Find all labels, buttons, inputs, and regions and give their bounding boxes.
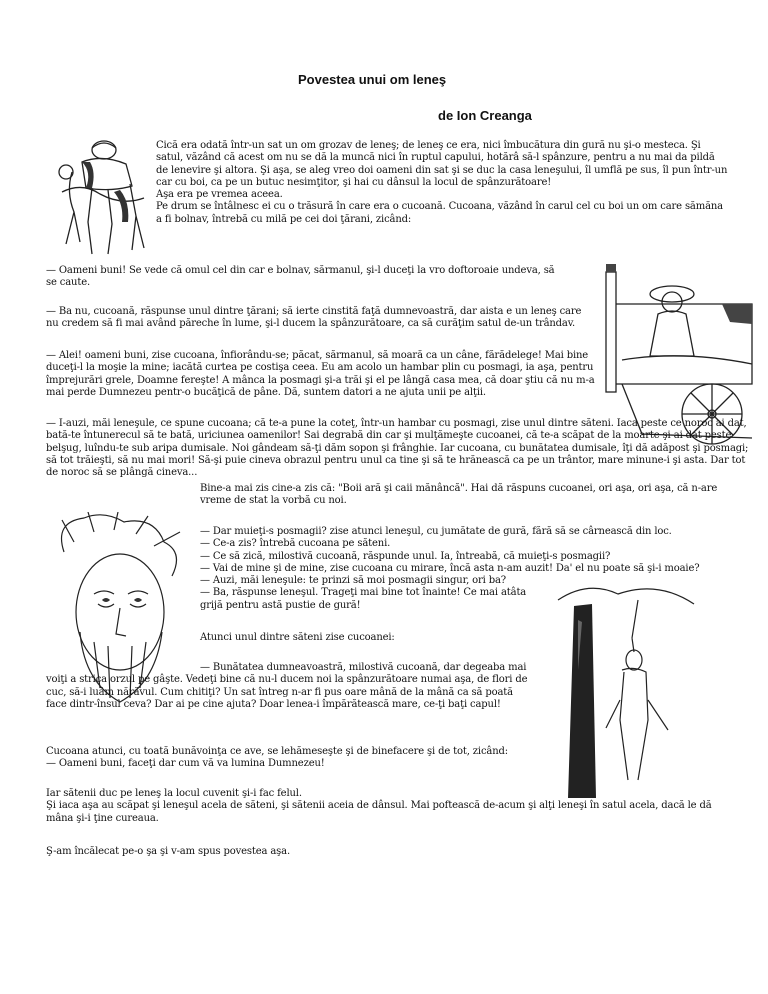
paragraph-dialogue-1: — Oameni buni! Se vede că omul cel din car e bolnav, sărmanul, şi-l duceţi la vro doftoroaie undeva, să se caute. — [46, 265, 555, 289]
gallows-tree-illustration — [548, 580, 698, 798]
paragraph: Cică era odată într-un sat un om grozav de leneş; de leneş ce era, nici îmbucătura din gură nu şi-o mestecа. Şi satul, văzând că acest om nu se dă la muncă nici în ruptul capului, hotărâ să-l spânzure, pentru a nu mai da pildă de lenevire şi altora. Şi aşa, se aleg vreo doi oameni din sat şi se duc la casa leneşului, îl umflă pe sus, îl pun într-un car cu boi, ca pe un butuc nesimţitor, şi hai cu dânsul la locul de spânzurătoare! — [156, 140, 728, 188]
paragraph-closing-formula: Ş-am încălecat pe-o şa şi v-am spus povestea aşa. — [46, 846, 290, 857]
paragraph-ending — [46, 788, 726, 825]
paragraph-narration: Atunci unul dintre săteni zise cucoanei: — [200, 632, 395, 643]
paragraph: — Bunătatea dumneavoastră, milostivă cucoană, dar degeaba mai voiţi a strica orzul pe gâşte. Vedeţi bine că nu-l ducem noi la spânzurătoare numai aşa, de flori de cuc, să-i luăm nărăvul. Cum chitiţi? Un sat întreg n-ar fi pus oare mână de la mână ca să poată face dintr-însul ceva? Dar ai pe cine ajuta? Doar lenea-i împărătească mare, ce-ţi baţi capul! — [46, 662, 528, 710]
dialogue-line: — Ba, răspunse leneşul. Trageţi mai bine tot înainte! Ce mai atâta grijă pentru astă pustie de gură! — [200, 587, 527, 611]
paragraph: Cucoana atunci, cu toată bunăvoinţa ce ave, se lehămeseşte şi de binefacere şi de tot, zicând: — [46, 746, 508, 757]
dialogue-line: — Dar muieţi-s posmagii? zise atunci leneşul, cu jumătate de gură, fără să se cârnească din loc. — [200, 526, 672, 537]
story-title: Povestea unui om leneş — [298, 72, 447, 87]
paragraph-proverb: Bine-a mai zis cine-a zis că: "Boii ară şi caii mănâncă". Hai dă răspuns cucoanei, ori aşa, ori aşa, că n-are vreme de stat la vorbă cu noi. — [200, 483, 718, 507]
paragraph-intro — [156, 140, 728, 226]
paragraph-dialogue-3: — Alei! oameni buni, zise cucoana, înfiorându-se; păcat, sărmanul, să moară ca un câne, fărădelege! Mai bine duceţi-l la moşie la mine; iacătă curtea pe costişa ceea. Eu am acolo un hambar plin cu posmagi, ia aşa, pentru împrejurări grele, Doamne fereşte! A mânca la posmagi şi-a trăi şi el pe lângă casa mea, că doar ştiu că nu m-a mai perde Dumnezeu pentr-o bucăţică de pâne. Dă, suntem datori a ne ajuta unii pe alţii. — [46, 350, 595, 398]
villagers-carrying-man-illustration — [52, 132, 152, 260]
story-author: de Ion Creanga — [438, 108, 532, 123]
dialogue-line: — Auzi, măi leneşule: te prinzi să moi posmagii singur, ori ba? — [200, 575, 507, 587]
paragraph: Iar sătenii duc pe leneş la locul cuvenit şi-i fac felul. — [46, 788, 302, 799]
paragraph-dialogue-4: — I-auzi, măi leneşule, ce spune cucoana; că te-a pune la coteţ, într-un hambar cu posmagi, zise unul dintre săteni. Iaca peste ce noroc ai dat, bată-te întunerecul să te bată, uriciunea oamenilor! Sai degrabă din car şi mulţămeşte cucoanei, că te-a scăpat de la moarte şi-ai dat peste belşug, luîndu-te sub aripa dumisale. Noi gândeam să-ţi dăm sopon şi frânghie. Iar cucoana, cu bunătatea dumisale, îţi dă adăpost şi posmagi; să tot trăieşti, să nu mai mori! Să-şi puie cineva obrazul pentru unul ca tine şi să te hrănească ca pe un trântor, mare minune-i şi asta. Dar tot de noroc să se plângă cineva... — [46, 418, 749, 479]
paragraph-villager-reply — [46, 662, 536, 711]
paragraph-lady-gives-up — [46, 746, 546, 771]
paragraph: Pe drum se întâlnesc ei cu o trăsură în care era o cucoană. Cucoana, văzând în carul cel cu boi un om care sămăna a fi bolnav, întrebă cu milă pe cei doi ţărani, zicând: — [156, 201, 723, 225]
dialogue-block — [200, 526, 730, 612]
dialogue-line: — Ce-a zis? întrebă cucoana pe săteni. — [200, 538, 391, 550]
paragraph: — Oameni buni, faceţi dar cum vă va lumina Dumnezeu! — [46, 758, 325, 770]
paragraph-dialogue-2: — Ba nu, cucoană, răspunse unul dintre ţărani; să ierte cinstită faţă dumnevoastră, dar aista e un leneş care nu credem să fi mai având păreche în lume, şi-l ducem la spânzurătoare, ca să curăţim satul de-un trândav. — [46, 306, 582, 330]
dialogue-line: — Vai de mine şi de mine, zise cucoana cu mirare, încă asta n-am auzit! Da' el nu poate să şi-i moaie? — [200, 562, 700, 574]
paragraph: Şi iaca aşa au scăpat şi leneşul acela de săteni, şi sătenii aceia de dânsul. Mai poftească de-acum şi alţi leneşi în satul acela, dacă le dă mâna şi-i ţine cureaua. — [46, 800, 712, 824]
paragraph: Aşa era pe vremea aceea. — [156, 189, 283, 201]
dialogue-line: — Ce să zică, milostivă cucoană, răspunde unul. Ia, întreabă, că muieţi-s posmagii? — [200, 550, 611, 562]
